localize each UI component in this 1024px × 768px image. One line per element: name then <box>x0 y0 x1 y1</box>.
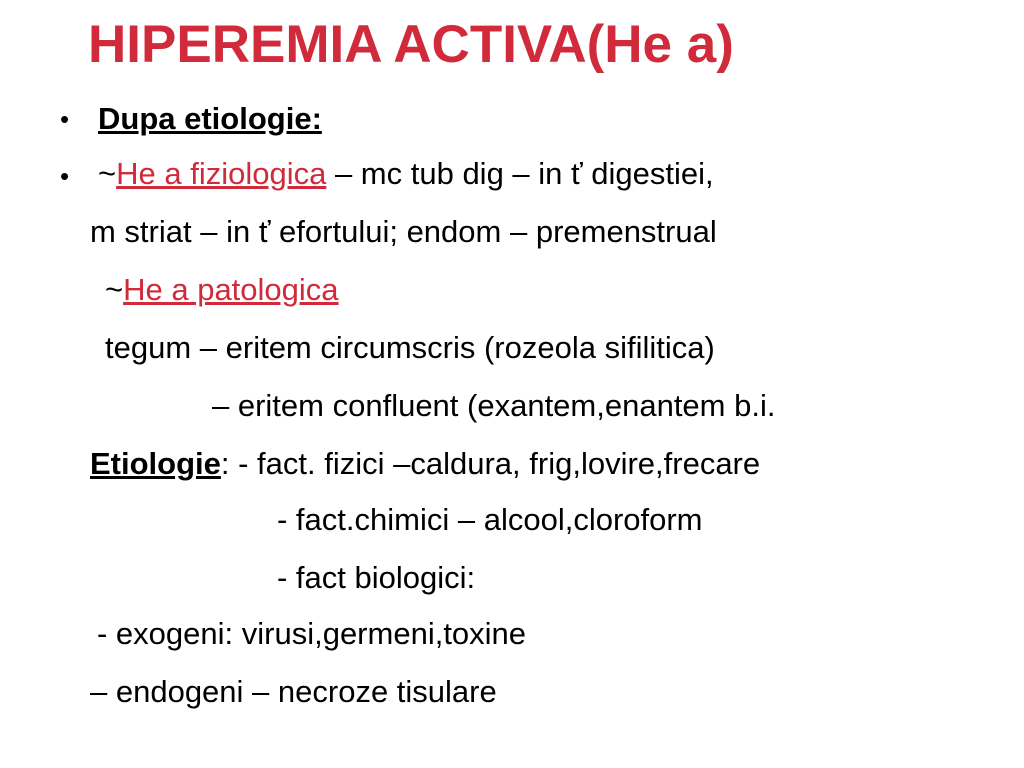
heading-dupa-etiologie: Dupa etiologie: <box>98 101 322 136</box>
bullet-icon: • <box>60 161 70 191</box>
line-fact-chimici <box>277 504 703 535</box>
line-he-fiziologica-text: – mc tub dig – in ť digestiei, <box>326 156 714 191</box>
line-m-striat <box>90 216 717 247</box>
line-etiologie <box>90 448 760 479</box>
line-exogeni <box>97 618 526 649</box>
line-dupa-etiologie <box>98 103 322 134</box>
line-exogeni-text: - exogeni: virusi,germeni,toxine <box>97 616 527 651</box>
line-tegum-text: tegum – eritem circumscris (rozeola sifilitica) <box>105 330 715 365</box>
line-he-fiziologica <box>98 158 714 189</box>
label-etiologie: Etiologie <box>90 446 221 481</box>
bullet-icon: • <box>60 104 70 134</box>
line-m-striat-text: m striat – in ť efortului; endom – premenstrual <box>90 214 717 249</box>
line-etiologie-text: : - fact. fizici –caldura, frig,lovire,frecare <box>220 446 761 481</box>
line-he-patologica <box>105 274 339 305</box>
line-fact-biologici-text: - fact biologici: <box>277 560 476 595</box>
line-endogeni-text: – endogeni – necroze tisulare <box>90 674 497 709</box>
line-fact-chimici-text: - fact.chimici – alcool,cloroform <box>277 502 703 537</box>
line-endogeni <box>90 676 497 707</box>
link-he-patologica[interactable]: He a patologica <box>123 272 339 307</box>
line-tegum <box>105 332 715 363</box>
slide-title: HIPEREMIA ACTIVA(He a) <box>88 15 734 74</box>
line-eritem-confluent-text: – eritem confluent (exantem,enantem b.i. <box>212 388 776 423</box>
line-eritem-confluent <box>212 390 775 421</box>
tilde-prefix: ~ <box>98 156 117 191</box>
tilde-prefix: ~ <box>105 272 124 307</box>
line-fact-biologici <box>277 562 475 593</box>
link-he-fiziologica[interactable]: He a fiziologica <box>116 156 327 191</box>
